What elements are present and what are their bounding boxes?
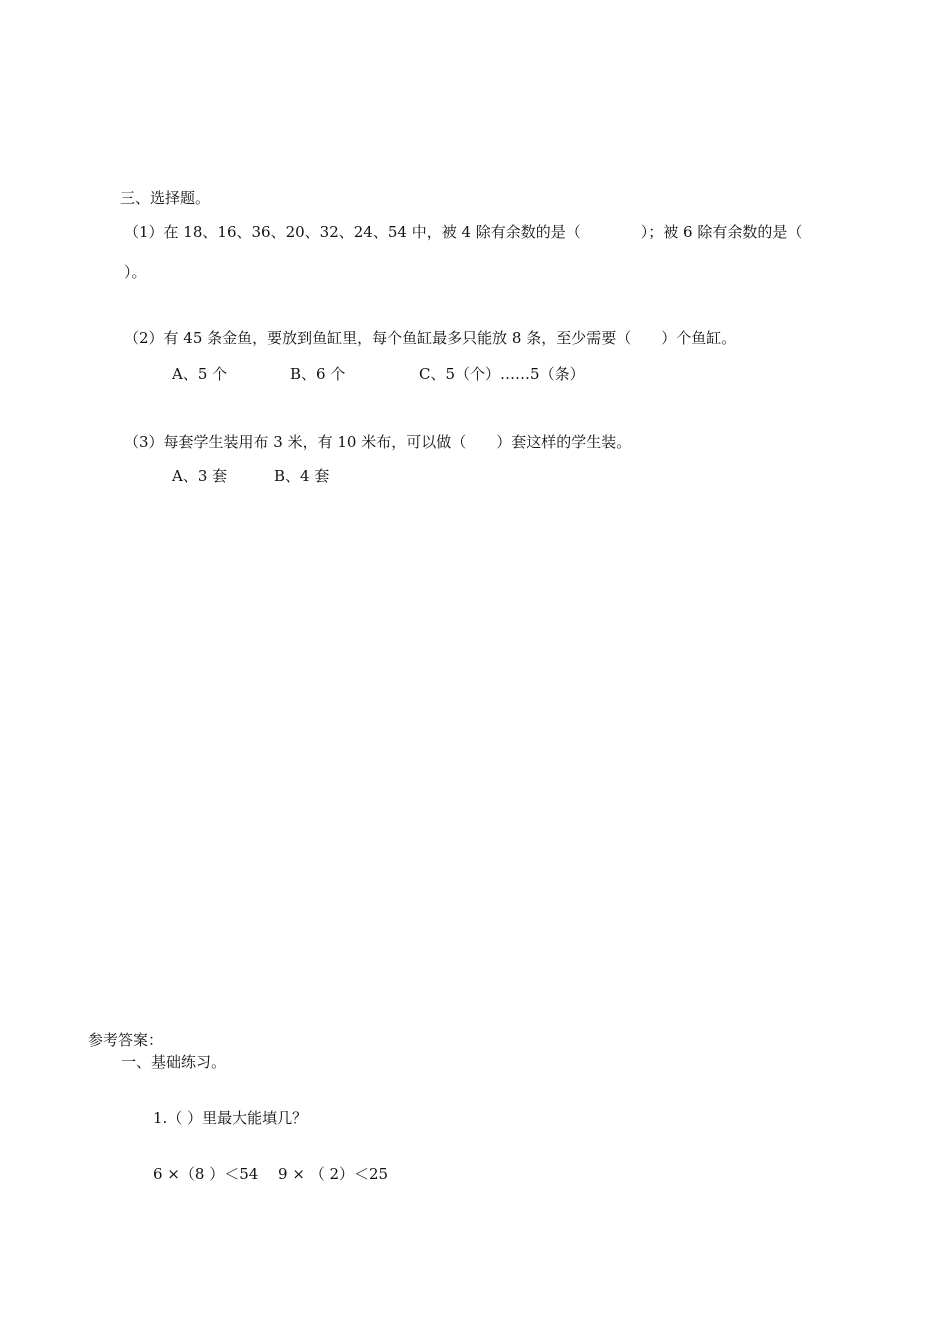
question-1-line-2: ）。	[124, 263, 147, 281]
question-2-option-c: C、5（个）……5（条）	[419, 365, 585, 383]
answers-part-1-title: 一、基础练习。	[121, 1053, 227, 1071]
question-2-option-b: B、6 个	[290, 365, 346, 383]
answers-item-1-answer: 6 ×（8 ）＜54 9 × （ 2）＜25	[153, 1165, 389, 1183]
question-3-option-b: B、4 套	[274, 467, 330, 485]
question-3: （3）每套学生装用布 3 米，有 10 米布，可以做（ ）套这样的学生装。	[124, 433, 632, 451]
question-2-option-a: A、5 个	[172, 365, 228, 383]
question-3-option-a: A、3 套	[172, 467, 228, 485]
section-heading: 三、选择题。	[120, 189, 211, 207]
question-1-line-1: （1）在 18、16、36、20、32、24、54 中，被 4 除有余数的是（ ）；被 6 除有余数的是（	[124, 223, 803, 241]
question-2: （2）有 45 条金鱼，要放到鱼缸里，每个鱼缸最多只能放 8 条，至少需要（ ）个鱼缸。	[124, 329, 737, 347]
answers-item-1-title: 1.（ ）里最大能填几？	[153, 1109, 308, 1127]
answers-heading: 参考答案：	[88, 1031, 164, 1049]
